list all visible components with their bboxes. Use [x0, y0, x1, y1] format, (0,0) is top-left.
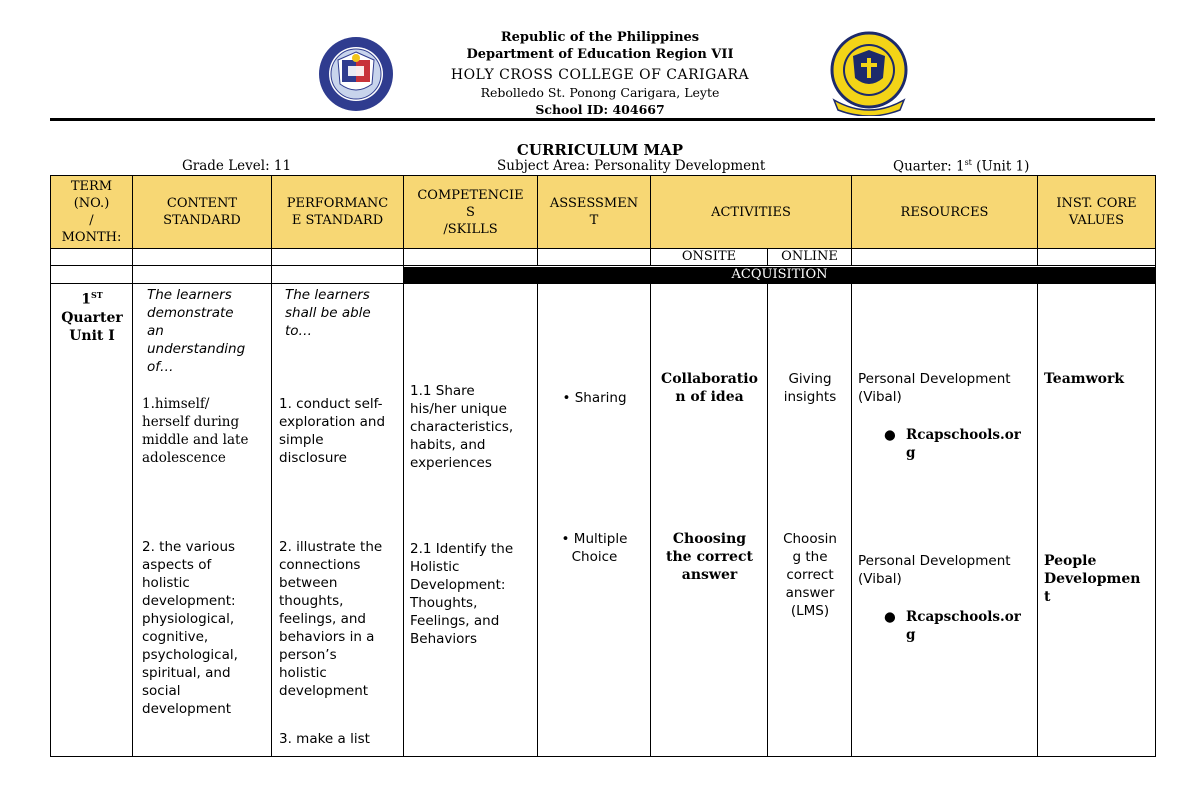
performance-standard-cell	[272, 284, 404, 757]
term-unit: Unit I	[69, 327, 115, 344]
competency-item-1: 1.1 Share his/her unique characteristics, habits, and experiences	[410, 383, 514, 471]
performance-intro: The learners shall be able to…	[285, 287, 371, 339]
onsite-item-2: Choosing the correct answer	[666, 531, 753, 583]
bullet-icon: ●	[884, 609, 896, 625]
assessment-cell	[538, 284, 651, 757]
content-standard-cell	[133, 284, 272, 757]
online-item-2: Choosin g the correct answer (LMS)	[783, 531, 837, 619]
online-cell	[768, 284, 852, 757]
col-assessment: ASSESSMEN T	[538, 176, 651, 249]
online-item-1: Giving insights	[783, 371, 837, 405]
content-item-2: 2. the various aspects of holistic development: physiological, cognitive, psychological, spiritual, and social development	[142, 539, 238, 717]
resource-link-2[interactable]: ● Rcapschools.or g	[884, 609, 1021, 643]
term-number: 1ST	[81, 290, 103, 308]
col-online: ONLINE	[768, 249, 852, 266]
onsite-cell	[651, 284, 768, 757]
header-school: HOLY CROSS COLLEGE OF CARIGARA	[450, 67, 750, 83]
header-divider	[50, 118, 1155, 121]
competencies-cell	[404, 284, 538, 757]
col-competencies: COMPETENCIE S /SKILLS	[404, 176, 538, 249]
col-performance-standard: PERFORMANC E STANDARD	[272, 176, 404, 249]
values-cell	[1038, 284, 1156, 757]
header-republic: Republic of the Philippines	[500, 30, 700, 45]
performance-item-3: 3. make a list	[279, 731, 370, 747]
grade-level: Grade Level: 11	[182, 158, 292, 174]
content-intro: The learners demonstrate an understanding of…	[147, 287, 246, 375]
resources-cell	[852, 284, 1038, 757]
term-cell	[51, 284, 133, 757]
subject-area: Subject Area: Personality Development	[497, 158, 766, 174]
performance-item-2: 2. illustrate the connections between thoughts, feelings, and behaviors in a person’s holistic development	[279, 539, 383, 699]
assessment-item-1: • Sharing	[562, 390, 627, 406]
bullet-icon: ●	[884, 427, 896, 443]
resource-item-2: Personal Development (Vibal)	[858, 553, 1011, 587]
col-onsite: ONSITE	[651, 249, 768, 266]
col-resources: RESOURCES	[852, 176, 1038, 249]
header-department: Department of Education Region VII	[466, 47, 734, 62]
content-item-1: 1.himself/ herself during middle and late adolescence	[142, 396, 249, 466]
header-school-id: School ID: 404667	[535, 102, 665, 117]
resource-link-1[interactable]: ● Rcapschools.or g	[884, 427, 1021, 461]
acquisition-banner: ACQUISITION	[404, 267, 1155, 283]
col-activities: ACTIVITIES	[651, 176, 852, 249]
col-content-standard: CONTENT STANDARD	[133, 176, 272, 249]
resource-item-1: Personal Development (Vibal)	[858, 371, 1011, 405]
col-values: INST. CORE VALUES	[1038, 176, 1156, 249]
quarter: Quarter: 1st (Unit 1)	[893, 158, 1030, 175]
term-quarter: Quarter	[61, 309, 123, 326]
value-item-2: People Developmen t	[1044, 553, 1141, 605]
performance-item-1: 1. conduct self- exploration and simple disclosure	[279, 396, 386, 466]
page-title: CURRICULUM MAP	[516, 141, 684, 159]
value-item-1: Teamwork	[1044, 371, 1125, 387]
col-term: TERM (NO.) / MONTH:	[51, 176, 133, 249]
onsite-item-1: Collaboratio n of idea	[661, 371, 758, 405]
curriculum-table	[50, 175, 1156, 757]
competency-item-2: 2.1 Identify the Holistic Development: Thoughts, Feelings, and Behaviors	[410, 541, 514, 647]
assessment-item-2: • Multiple Choice	[561, 531, 628, 565]
header-address: Rebolledo St. Ponong Carigara, Leyte	[480, 85, 720, 100]
